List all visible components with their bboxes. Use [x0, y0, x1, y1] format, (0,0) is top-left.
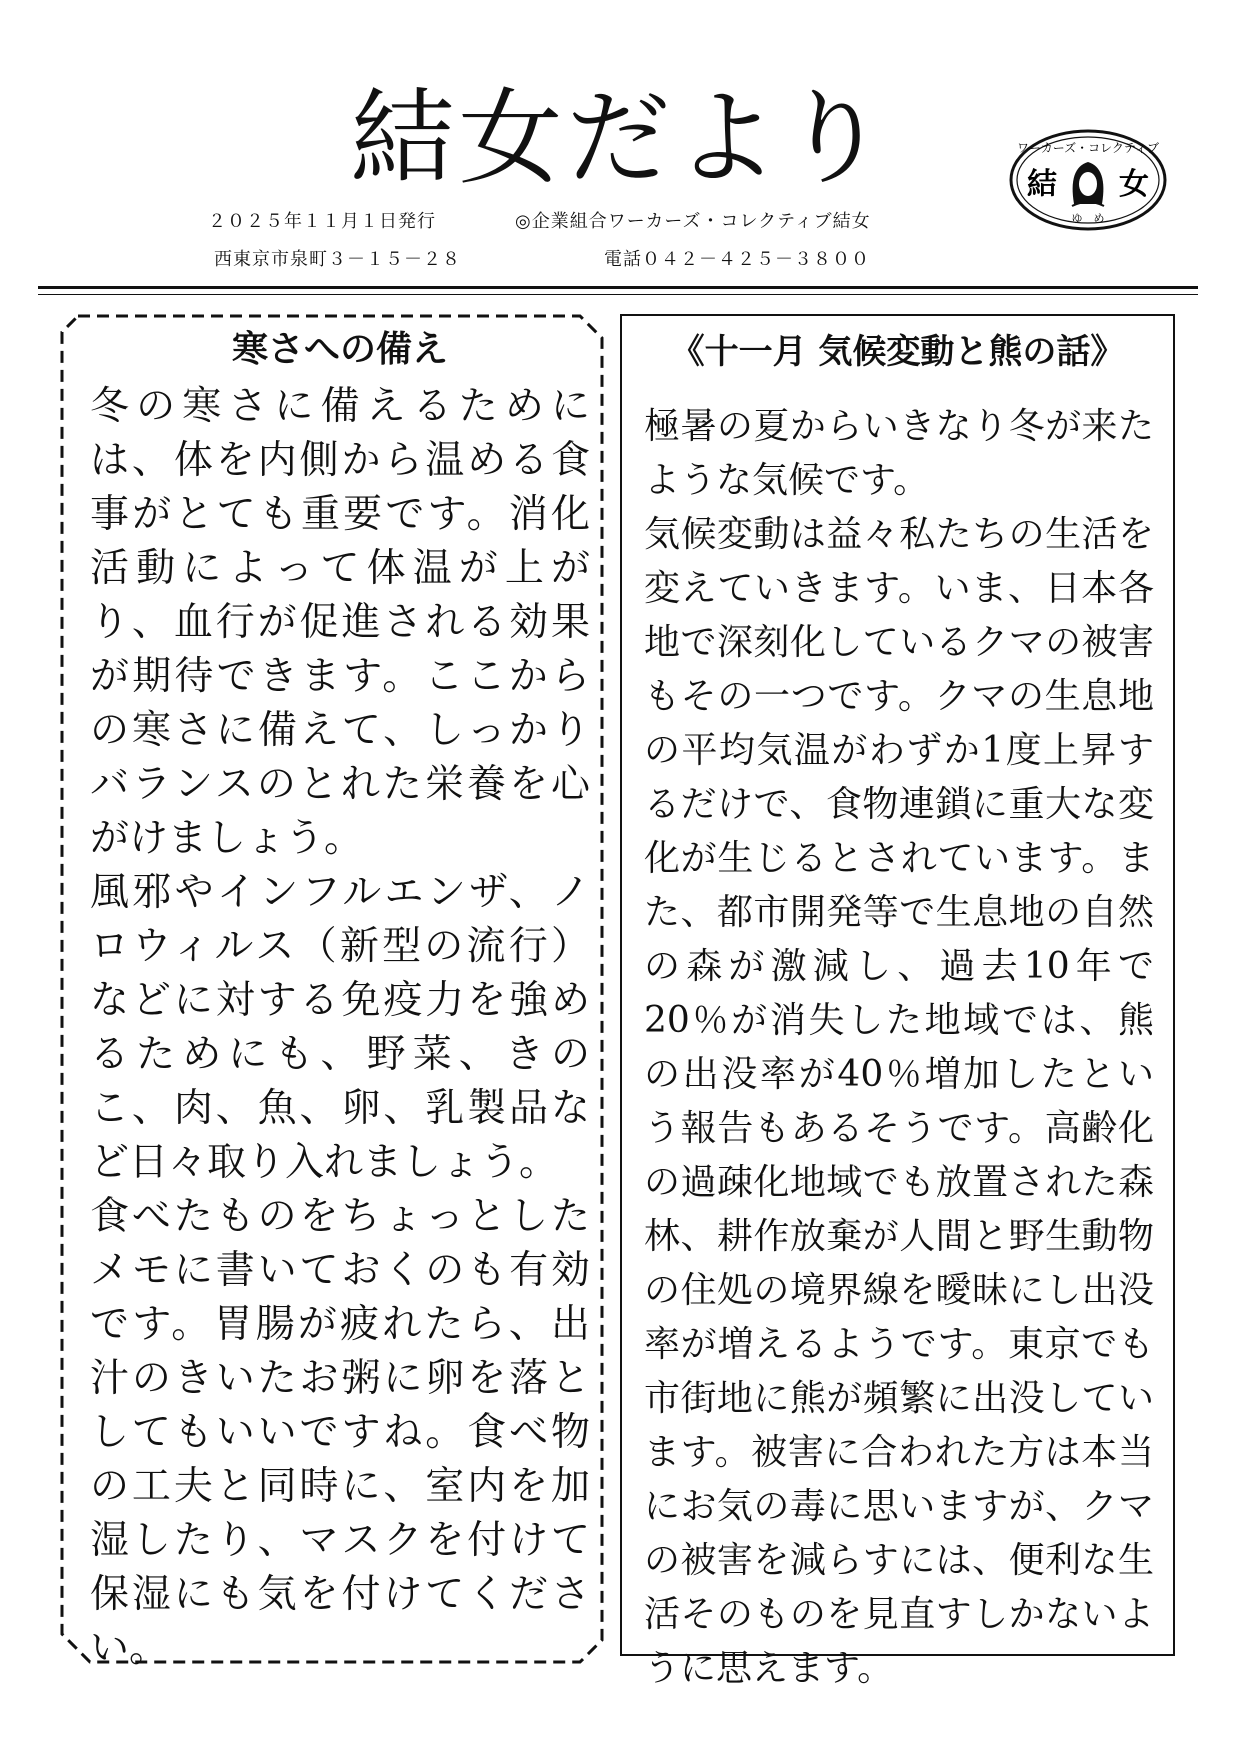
woman-face-icon [1072, 162, 1104, 206]
header-divider-thin [38, 294, 1198, 295]
paragraph: 風邪やインフルエンザ、ノロウィルス（新型の流行）などに対する免疫力を強めるためにも、野菜、きのこ、肉、魚、卵、乳製品など日々取り入れましょう。 [90, 870, 590, 1185]
logo-arc-text: ワーカーズ・コレクティブ [1017, 141, 1159, 155]
paragraph: 極暑の夏からいきなり冬が来たような気候です。 [644, 406, 1154, 501]
paragraph: 食べたものをちょっとしたメモに書いておくのも有効です。胃腸が疲れたら、出汁のきいたお粥に卵を落としてもいいですね。食べ物の工夫と同時に、室内を加湿したり、マスクを付けて保湿にも気を付けてください。 [90, 1194, 590, 1671]
publisher-name: ◎企業組合ワーカーズ・コレクティブ結女 [515, 211, 871, 232]
publisher-phone: 電話０４２－４２５－３８００ [604, 249, 870, 270]
logo-bottom-text: ゆ め [1071, 212, 1105, 225]
climate-bear-article [620, 314, 1175, 1689]
logo-right-char: 女 [1119, 167, 1149, 202]
climate-bear-body [644, 400, 1154, 1696]
newsletter-title: 結女だより [350, 77, 891, 199]
issue-date: ２０２５年１１月１日発行 [208, 211, 436, 232]
logo-left-char: 結 [1027, 167, 1057, 202]
paragraph: 気候変動は益々私たちの生活を変えていきます。いま、日本各地で深刻化しているクマの被害もその一つです。クマの生息地の平均気温がわずか1度上昇するだけで、食物連鎖に重大な変化が生じるとされています。また、都市開発等で生息地の自然の森が激減し、過去10年で20％が消失した地域では、熊の出没率が40％増加したという報告もあるそうです。高齢化の過疎化地域でも放置された森林、耕作放棄が人間と野生動物の住処の境界線を曖昧にし出没率が増えるようです。東京でも市街地に熊が頻繁に出没しています。被害に合われた方は本当にお気の毒に思いますが、クマの被害を減らすには、便利な生活そのものを見直すしかないように思えます。 [644, 514, 1154, 1689]
paragraph: 冬の寒さに備えるためには、体を内側から温める食事がとても重要です。消化活動によって体温が上がり、血行が促進される効果が期待できます。ここからの寒さに備えて、しっかりバランスのとれた栄養を心がけましょう。 [90, 384, 590, 861]
publisher-address: 西東京市泉町３－１５－２８ [214, 249, 461, 270]
header-divider-thick [38, 286, 1198, 289]
winter-prep-title: 寒さへの備え [231, 329, 448, 370]
winter-prep-body [90, 380, 590, 1676]
winter-prep-article [60, 314, 604, 1671]
climate-bear-title: 《十一月 気候変動と熊の話》 [670, 332, 1125, 372]
worker-collective-yume-logo-icon [1008, 128, 1168, 232]
